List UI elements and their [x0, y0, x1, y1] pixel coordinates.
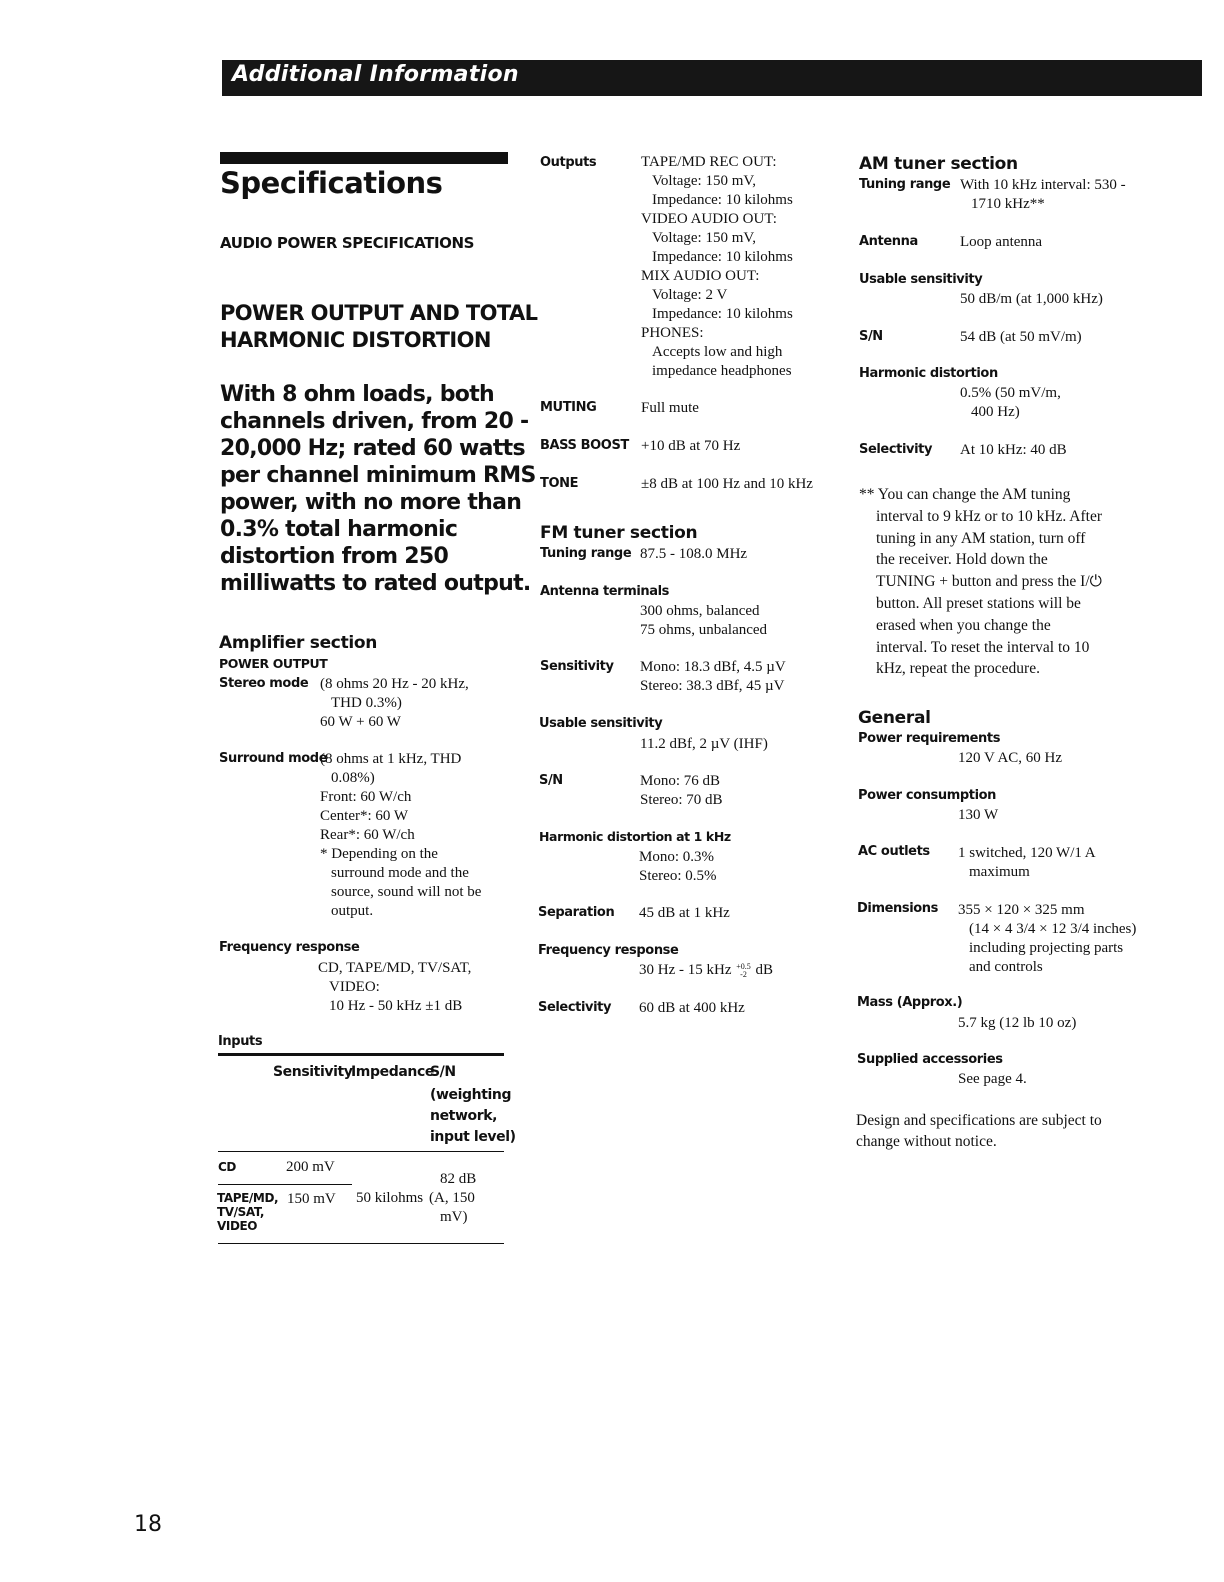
- note-line: ** You can change the AM tuning: [859, 486, 1071, 503]
- fm-separation-label: Separation: [538, 905, 615, 920]
- freq-range: 30 Hz - 15 kHz: [639, 962, 732, 978]
- spec-line: including projecting parts: [969, 940, 1124, 956]
- dimensions-value: [958, 901, 1136, 977]
- supplied-accessories-value: See page 4.: [958, 1071, 1027, 1087]
- spec-line: Mono: 18.3 dBf, 4.5 µV: [640, 659, 786, 675]
- fm-tuning-range-label: Tuning range: [540, 546, 632, 561]
- bass-boost-label: BASS BOOST: [540, 438, 629, 453]
- audio-power-title: AUDIO POWER SPECIFICATIONS: [220, 234, 475, 252]
- spec-line: Stereo: 0.5%: [639, 868, 717, 884]
- ac-outlets-label: AC outlets: [858, 844, 930, 859]
- inputs-header-sensitivity: Sensitivity: [273, 1064, 353, 1080]
- note-line: TUNING + button and press the I/⏻: [876, 573, 1102, 591]
- freq-tolerance-down: -2: [740, 969, 747, 979]
- header-line: (weighting: [430, 1087, 512, 1103]
- inputs-label: Inputs: [218, 1034, 263, 1049]
- heading-rule: [220, 152, 508, 164]
- am-harmonic-distortion-value: [960, 384, 1061, 422]
- outputs-line: Impedance: 10 kilohms: [652, 306, 793, 322]
- note-line: tuning in any AM station, turn off: [876, 529, 1086, 547]
- outputs-line: Impedance: 10 kilohms: [652, 192, 793, 208]
- spec-line: 82 dB: [440, 1171, 477, 1187]
- am-sn-value: 54 dB (at 50 mV/m): [960, 329, 1082, 345]
- power-requirements-value: 120 V AC, 60 Hz: [958, 750, 1063, 766]
- inputs-row-tape-sensitivity: 150 mV: [287, 1191, 336, 1207]
- rating-line: power, with no more than: [220, 490, 522, 515]
- am-tuning-range-label: Tuning range: [859, 177, 951, 192]
- outputs-label: Outputs: [540, 155, 597, 170]
- outputs-line: Voltage: 2 V: [652, 287, 728, 303]
- fm-tuner-section-title: FM tuner section: [540, 523, 698, 543]
- disclaimer-line: change without notice.: [856, 1133, 997, 1150]
- disclaimer-note: [856, 1110, 1102, 1152]
- inputs-header-sn-detail: [430, 1085, 516, 1148]
- spec-line: THD 0.3%): [331, 695, 402, 711]
- inputs-row-cd-sensitivity: 200 mV: [286, 1159, 335, 1175]
- fm-selectivity-value: 60 dB at 400 kHz: [639, 1000, 745, 1016]
- am-interval-note: [859, 484, 1102, 680]
- outputs-line: Accepts low and high: [652, 344, 783, 360]
- row-label-line: VIDEO: [217, 1219, 258, 1233]
- inputs-header-impedance: Impedance: [351, 1064, 434, 1080]
- spec-line: 60 W + 60 W: [320, 714, 401, 730]
- spec-line: Stereo: 38.3 dBf, 45 µV: [640, 678, 785, 694]
- outputs-line: MIX AUDIO OUT:: [641, 268, 760, 284]
- rating-line: With 8 ohm loads, both: [220, 382, 494, 407]
- am-usable-sensitivity-label: Usable sensitivity: [859, 272, 983, 287]
- ac-outlets-value: [958, 844, 1096, 882]
- power-requirements-label: Power requirements: [858, 731, 1001, 746]
- fm-harmonic-distortion-value: [639, 848, 716, 886]
- spec-line: output.: [331, 903, 374, 919]
- spec-line: Mono: 76 dB: [640, 773, 721, 789]
- fm-usable-sensitivity-value: 11.2 dBf, 2 µV (IHF): [640, 736, 768, 752]
- power-output-label: POWER OUTPUT: [219, 656, 328, 671]
- tone-value: ±8 dB at 100 Hz and 10 kHz: [641, 476, 813, 492]
- spec-line: VIDEO:: [329, 979, 380, 995]
- power-consumption-label: Power consumption: [858, 788, 997, 803]
- inputs-table-header-rule: [218, 1151, 504, 1152]
- am-tuning-range-value: [960, 176, 1126, 214]
- rating-line: distortion from 250: [220, 544, 449, 569]
- header-line: network,: [430, 1108, 498, 1124]
- spec-line: With 10 kHz interval: 530 -: [960, 177, 1126, 193]
- disclaimer-line: Design and specifications are subject to: [856, 1112, 1102, 1129]
- fm-frequency-response-label: Frequency response: [538, 943, 679, 958]
- fm-tuning-range-value: 87.5 - 108.0 MHz: [640, 546, 748, 562]
- outputs-line: VIDEO AUDIO OUT:: [641, 211, 777, 227]
- row-label-line: TAPE/MD,: [217, 1191, 279, 1205]
- stereo-mode-value: [320, 675, 469, 732]
- supplied-accessories-label: Supplied accessories: [857, 1052, 1003, 1067]
- spec-line: 75 ohms, unbalanced: [640, 622, 768, 638]
- note-line: erased when you change the: [876, 616, 1051, 634]
- frequency-response-label: Frequency response: [219, 940, 360, 955]
- spec-line: 1710 kHz**: [971, 196, 1045, 212]
- rating-line: milliwatts to rated output.: [220, 571, 531, 596]
- spec-line: mV): [440, 1209, 468, 1225]
- spec-line: surround mode and the: [331, 865, 469, 881]
- spec-line: maximum: [969, 864, 1030, 880]
- spec-line: (A, 150: [429, 1190, 475, 1206]
- spec-line: 300 ohms, balanced: [640, 603, 760, 619]
- outputs-line: impedance headphones: [652, 363, 792, 379]
- fm-frequency-response-value: [639, 961, 773, 980]
- rating-statement: [220, 381, 536, 597]
- fm-separation-value: 45 dB at 1 kHz: [639, 905, 730, 921]
- spec-line: (8 ohms at 1 kHz, THD: [320, 751, 462, 767]
- spec-line: 400 Hz): [971, 404, 1020, 420]
- am-antenna-label: Antenna: [859, 234, 918, 249]
- spec-line: * Depending on the: [320, 846, 438, 862]
- rating-line: 0.3% total harmonic: [220, 517, 458, 542]
- am-sn-label: S/N: [859, 329, 883, 344]
- fm-harmonic-distortion-label: Harmonic distortion at 1 kHz: [539, 829, 731, 844]
- am-harmonic-distortion-label: Harmonic distortion: [859, 366, 998, 381]
- outputs-line: Voltage: 150 mV,: [652, 173, 757, 189]
- outputs-line: PHONES:: [641, 325, 704, 341]
- note-line: the receiver. Hold down the: [876, 551, 1048, 569]
- page-title: Specifications: [220, 166, 443, 200]
- rating-line: per channel minimum RMS: [220, 463, 536, 488]
- note-line: interval to 9 kHz or to 10 kHz. After: [876, 507, 1102, 525]
- power-output-title-line: HARMONIC DISTORTION: [220, 328, 491, 352]
- spec-line: Stereo: 70 dB: [640, 792, 723, 808]
- fm-antenna-label: Antenna terminals: [540, 584, 670, 599]
- spec-line: Center*: 60 W: [320, 808, 409, 824]
- freq-tolerance-up: +0.5: [736, 961, 751, 971]
- frequency-response-value: [318, 959, 471, 1016]
- note-line: button. All preset stations will be: [876, 594, 1081, 612]
- spec-line: 355 × 120 × 325 mm: [958, 902, 1085, 918]
- spec-line: CD, TAPE/MD, TV/SAT,: [318, 960, 472, 976]
- inputs-header-sn: S/N: [430, 1064, 456, 1080]
- inputs-row-cd-label: CD: [218, 1160, 236, 1174]
- section-header-bar: [222, 60, 1202, 96]
- freq-tolerance: [736, 963, 751, 979]
- outputs-line: Voltage: 150 mV,: [652, 230, 757, 246]
- inputs-table-top-rule: [218, 1053, 504, 1056]
- general-section-title: General: [858, 708, 931, 728]
- power-consumption-value: 130 W: [958, 807, 999, 823]
- section-header-title: Additional Information: [232, 62, 519, 87]
- dimensions-label: Dimensions: [857, 901, 938, 916]
- fm-selectivity-label: Selectivity: [538, 1000, 612, 1015]
- power-output-title-line: POWER OUTPUT AND TOTAL: [220, 301, 538, 325]
- outputs-line: TAPE/MD REC OUT:: [641, 154, 777, 170]
- power-output-title: [220, 300, 537, 354]
- spec-line: (14 × 4 3/4 × 12 3/4 inches): [969, 921, 1137, 937]
- spec-line: 10 Hz - 50 kHz ±1 dB: [329, 998, 463, 1014]
- rating-line: channels driven, from 20 -: [220, 409, 529, 434]
- spec-line: 0.5% (50 mV/m,: [960, 385, 1061, 401]
- spec-line: Rear*: 60 W/ch: [320, 827, 415, 843]
- fm-antenna-value: [640, 602, 767, 640]
- inputs-table-bottom-rule: [218, 1243, 504, 1244]
- fm-usable-sensitivity-label: Usable sensitivity: [539, 716, 663, 731]
- freq-unit: dB: [755, 962, 774, 978]
- inputs-row-divider: [218, 1184, 352, 1185]
- am-antenna-value: Loop antenna: [960, 234, 1043, 250]
- spec-line: (8 ohms 20 Hz - 20 kHz,: [320, 676, 469, 692]
- page-number: 18: [134, 1512, 162, 1537]
- mass-label: Mass (Approx.): [857, 995, 963, 1010]
- rating-line: 20,000 Hz; rated 60 watts: [220, 436, 525, 461]
- fm-sensitivity-label: Sensitivity: [540, 659, 614, 674]
- note-line: interval. To reset the interval to 10: [876, 638, 1090, 656]
- am-tuner-section-title: AM tuner section: [859, 154, 1018, 174]
- inputs-impedance-value: 50 kilohms: [356, 1190, 424, 1206]
- spec-line: Mono: 0.3%: [639, 849, 714, 865]
- bass-boost-value: +10 dB at 70 Hz: [641, 438, 741, 454]
- row-label-line: TV/SAT,: [217, 1205, 265, 1219]
- spec-line: 0.08%): [331, 770, 375, 786]
- surround-mode-label: Surround mode: [219, 751, 328, 766]
- spec-line: and controls: [969, 959, 1043, 975]
- inputs-sn-value: [429, 1170, 477, 1227]
- am-selectivity-label: Selectivity: [859, 442, 933, 457]
- amplifier-section-title: Amplifier section: [219, 633, 378, 653]
- fm-sensitivity-value: [640, 658, 786, 696]
- note-line: kHz, repeat the procedure.: [876, 660, 1040, 678]
- am-usable-sensitivity-value: 50 dB/m (at 1,000 kHz): [960, 291, 1103, 307]
- outputs-line: Impedance: 10 kilohms: [652, 249, 793, 265]
- header-line: input level): [430, 1129, 516, 1145]
- muting-value: Full mute: [641, 400, 699, 416]
- mass-value: 5.7 kg (12 lb 10 oz): [958, 1015, 1077, 1031]
- outputs-value: [641, 153, 793, 381]
- inputs-row-tape-label: [217, 1191, 278, 1233]
- surround-mode-value: [320, 750, 481, 921]
- spec-line: 1 switched, 120 W/1 A: [958, 845, 1096, 861]
- muting-label: MUTING: [540, 400, 597, 415]
- fm-sn-label: S/N: [539, 773, 563, 788]
- stereo-mode-label: Stereo mode: [219, 676, 309, 691]
- tone-label: TONE: [540, 476, 579, 491]
- am-selectivity-value: At 10 kHz: 40 dB: [960, 442, 1067, 458]
- spec-line: Front: 60 W/ch: [320, 789, 412, 805]
- spec-line: source, sound will not be: [331, 884, 482, 900]
- fm-sn-value: [640, 772, 723, 810]
